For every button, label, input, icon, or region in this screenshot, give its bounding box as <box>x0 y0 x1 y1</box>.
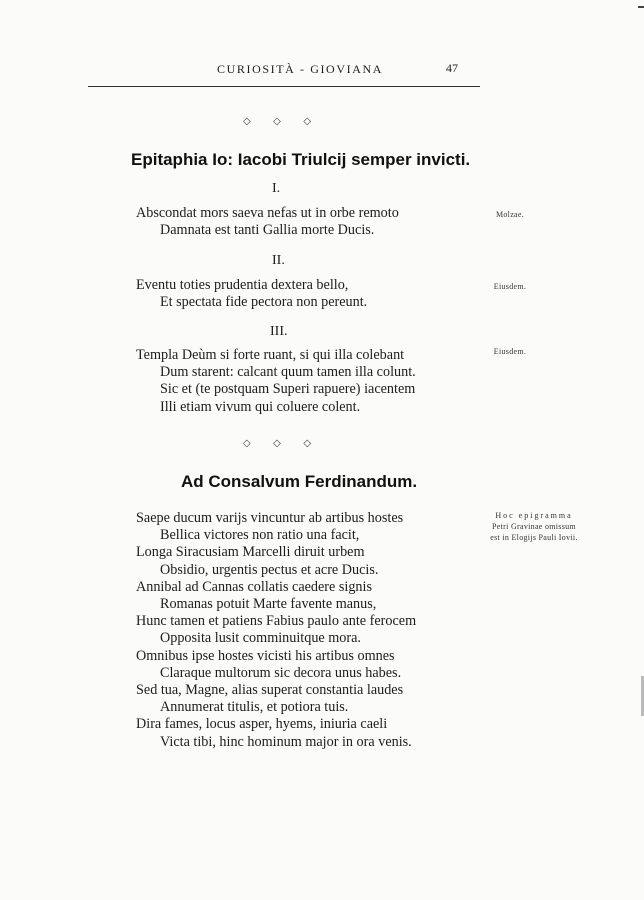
verse-line: Longa Siracusiam Marcelli diruit urbem <box>136 544 365 561</box>
verse-line: Templa Deùm si forte ruant, si qui illa colebant <box>136 347 405 363</box>
verse-line: Dira fames, locus asper, hyems, iniuria caeli <box>136 716 388 733</box>
ornament-divider: ◇ ◇ ◇ <box>242 438 322 449</box>
poem-numeral: II. <box>272 253 285 268</box>
verse-line: Annibal ad Cannas collatis caedere signis <box>136 578 372 595</box>
verse-line: Bellica victores non ratio una facit, <box>160 527 360 544</box>
verse-line: Opposita lusit comminuitque mora. <box>160 630 361 647</box>
verse-line: Abscondat mors saeva nefas ut in orbe remoto <box>136 205 399 221</box>
poem-2-verse <box>136 277 367 311</box>
verse-line: Obsidio, urgentis pectus et acre Ducis. <box>160 561 379 578</box>
verse-line: Eventu toties prudentia dextera bello, <box>136 277 349 293</box>
margin-note-line: est in Elogijs Pauli Iovii. <box>490 533 578 542</box>
verse-line: Dum starent: calcant quum tamen illa colunt. <box>160 364 416 381</box>
verse-line: Saepe ducum varijs vincuntur ab artibus hostes <box>136 510 404 526</box>
consalvum-verse <box>136 510 416 751</box>
verse-line: Sic et (te postquam Superi rapuere) iacentem <box>160 381 416 398</box>
ornament-divider: ◇ ◇ ◇ <box>242 116 322 127</box>
running-title: CURIOSITÀ - GIOVIANA <box>217 62 383 76</box>
scan-edge-mark <box>638 6 644 8</box>
margin-note: Eiusdem. <box>493 347 527 356</box>
margin-note: Eiusdem. <box>493 282 527 291</box>
verse-line: Illi etiam vivum qui coluere colent. <box>160 398 361 415</box>
verse-line: Damnata est tanti Gallia morte Ducis. <box>160 222 375 239</box>
consalvum-title: Ad Consalvum Ferdinandum. <box>181 472 418 491</box>
margin-note-line: Hoc epigramma <box>495 511 573 520</box>
poem-numeral: I. <box>272 181 281 196</box>
verse-line: Omnibus ipse hostes vicisti his artibus omnes <box>136 647 395 664</box>
verse-line: Sed tua, Magne, alias superat constantia laudes <box>136 682 404 699</box>
verse-line: Claraque multorum sic decora unus habes. <box>160 664 402 681</box>
margin-note-line: Petri Gravinae omissum <box>492 522 576 531</box>
margin-note-block <box>474 510 594 543</box>
header-rule <box>88 86 480 87</box>
verse-line: Victa tibi, hinc hominum major in ora venis. <box>160 733 412 750</box>
margin-note: Molzae. <box>495 210 525 219</box>
verse-line: Hunc tamen et patiens Fabius paulo ante ferocem <box>136 613 417 630</box>
epitaphia-title: Epitaphia Io: Iacobi Triulcij semper invicti. <box>131 150 471 169</box>
poem-1-verse <box>136 205 399 239</box>
poem-3-verse <box>136 347 416 416</box>
verse-line: Annumerat titulis, et potiora tuis. <box>160 699 349 716</box>
verse-line: Romanas potuit Marte favente manus, <box>160 596 377 613</box>
verse-line: Et spectata fide pectora non pereunt. <box>160 294 368 311</box>
poem-numeral: III. <box>270 324 288 339</box>
page-number: 47 <box>446 61 458 75</box>
